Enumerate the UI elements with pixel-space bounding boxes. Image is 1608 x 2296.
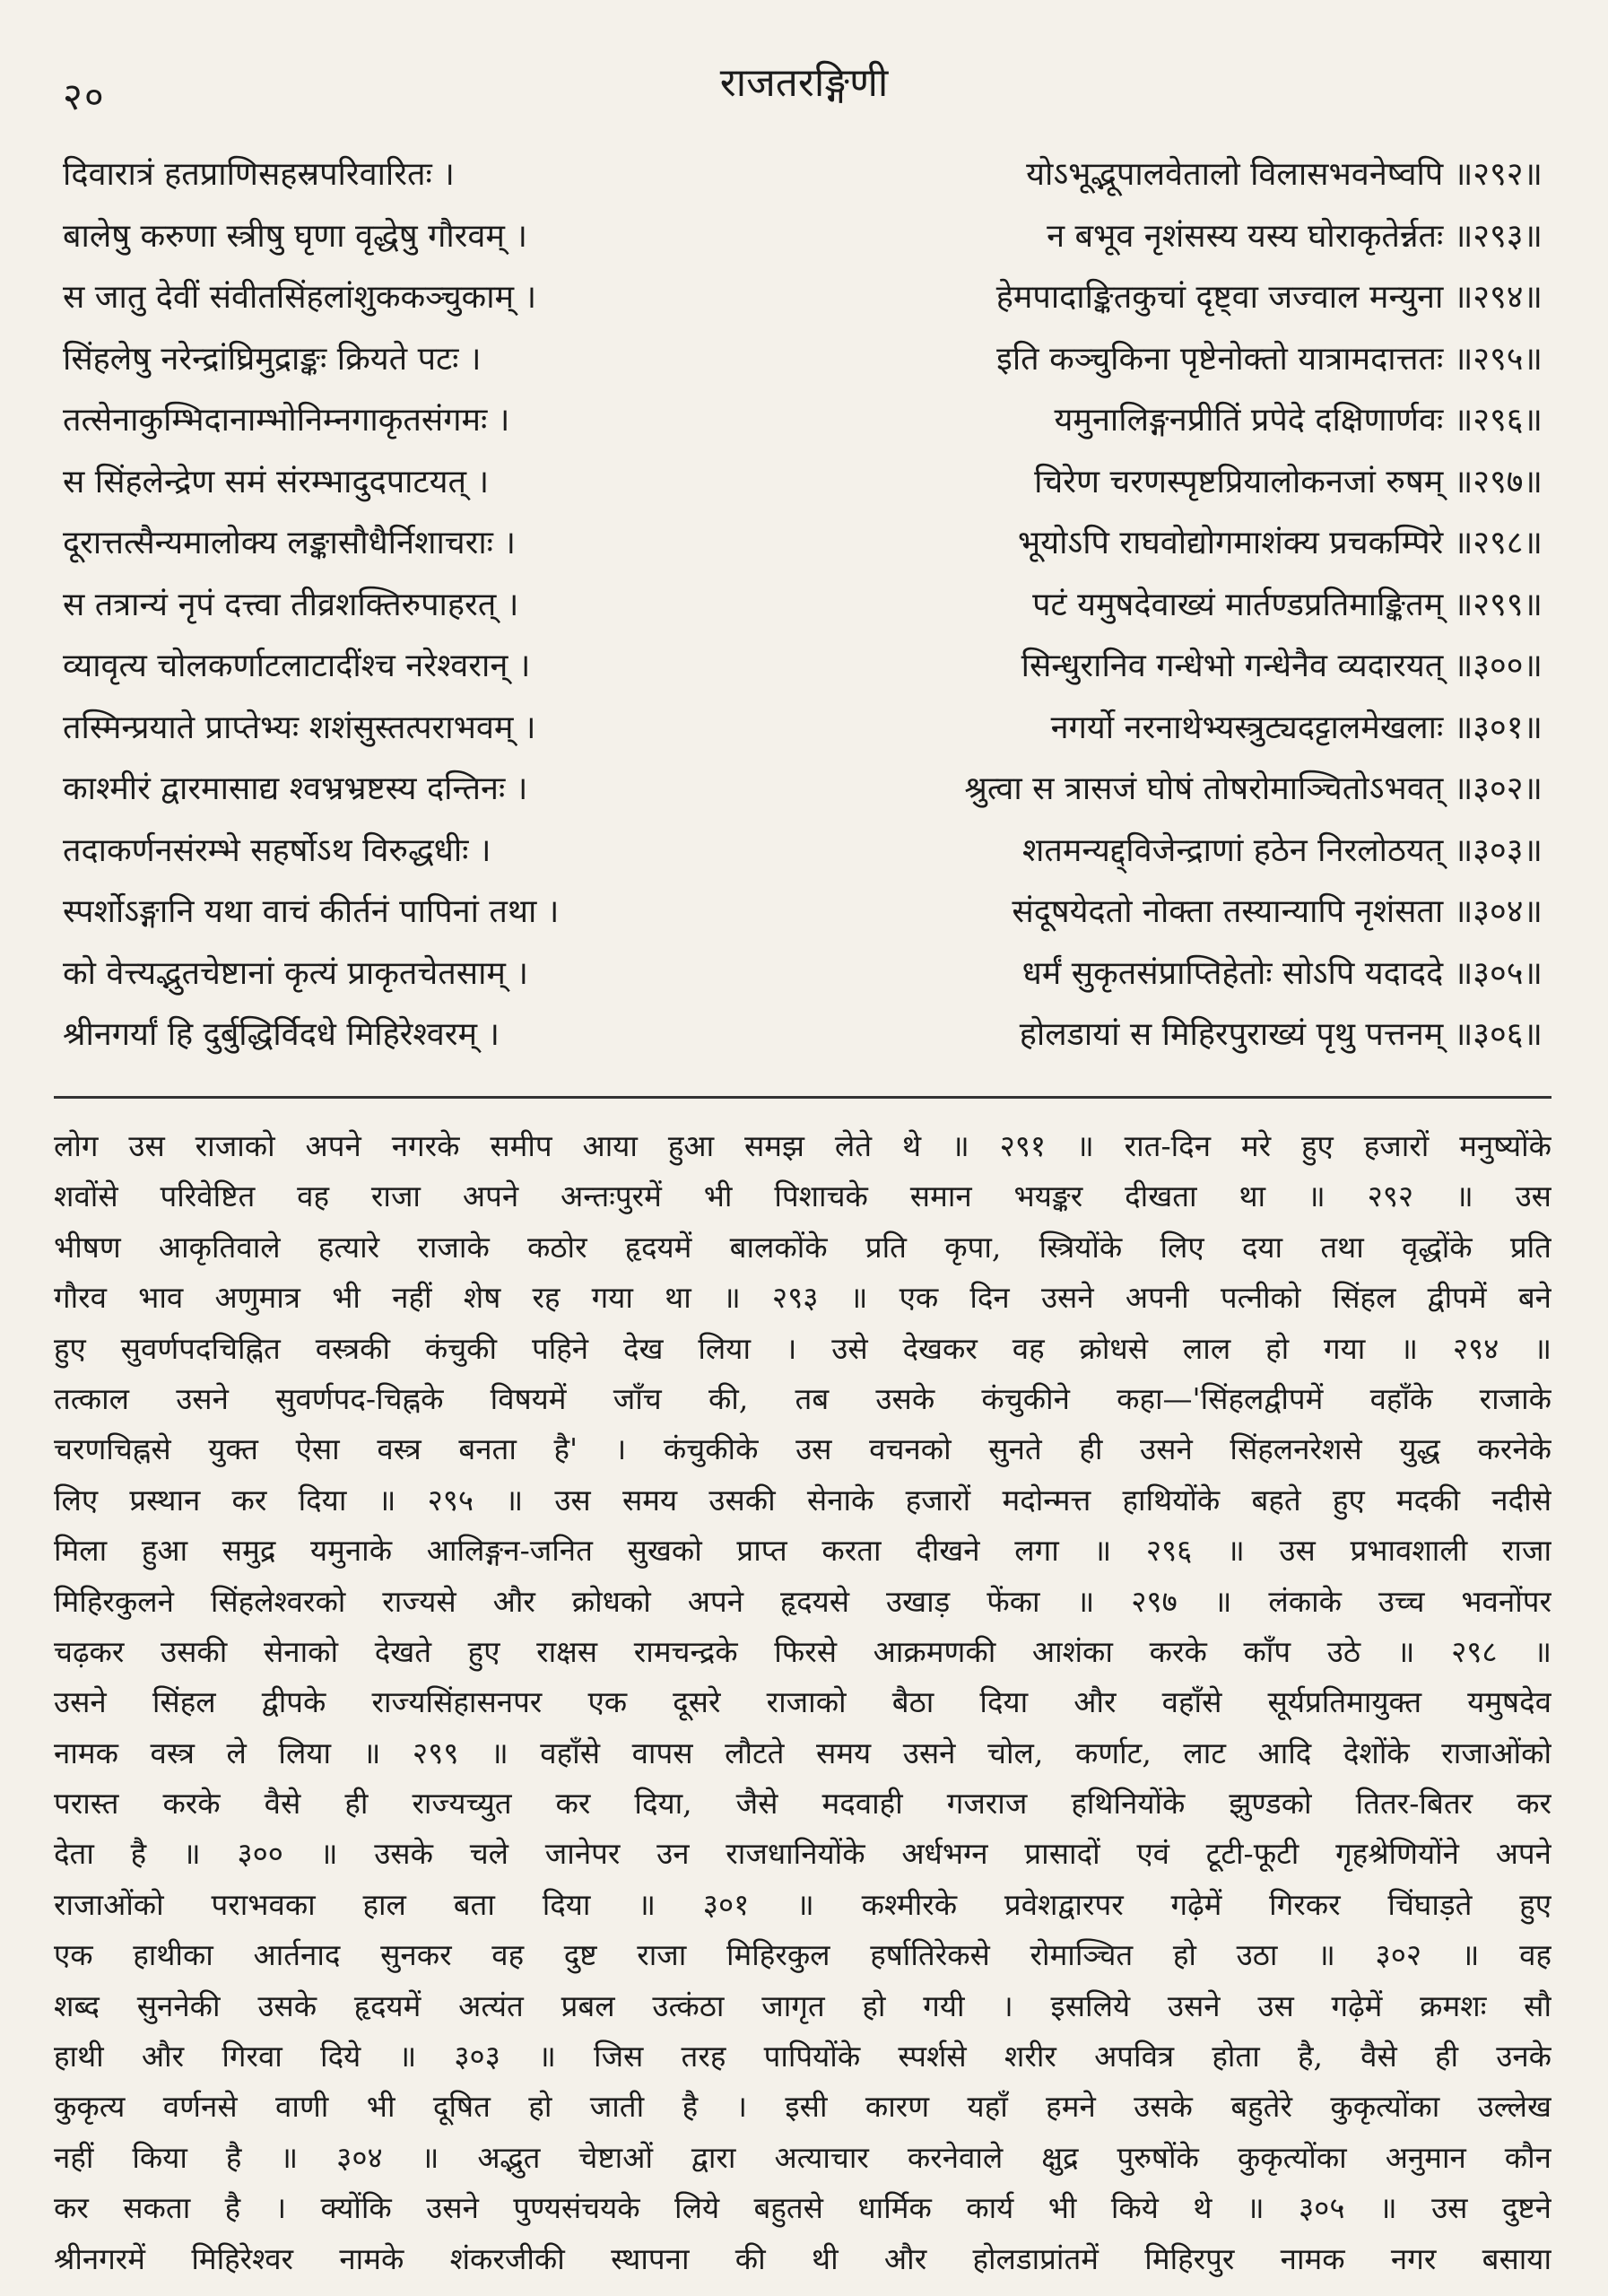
verse-second-half: हेमपादाङ्कितकुचां दृष्ट्वा जज्वाल मन्युना ॥२९४॥ [995,279,1543,316]
verse-second-half: यमुनालिङ्गनप्रीतिं प्रपेदे दक्षिणार्णवः ॥२९६॥ [1054,402,1543,439]
verse-second-half: होलडायां स मिहिरपुराख्यं पृथु पत्तनम् ॥३०६॥ [1019,1016,1543,1053]
commentary-line: भीषण आकृतिवाले हत्यारे राजाके कठोर हृदयमें बालकोंके प्रति कृपा, स्त्रियोंके लिए दया तथा वृद्धोंके प्रति [54,1229,1552,1265]
verse-line [63,396,1543,458]
verse-second-half: शतमन्यद्द्विजेन्द्राणां हठेन निरलोठयत् ॥३०३॥ [1021,831,1543,869]
verse-line [63,274,1543,335]
verse-first-half: स जातु देवीं संवीतसिंहलांशुककञ्चुकाम् । [63,279,537,316]
commentary-line: चरणचिह्नसे युक्त ऐसा वस्त्र बनता है' । कंचुकीके उस वचनको सुनते ही उसने सिंहलनरेशसे युद्ध करनेके [54,1431,1552,1467]
verse-second-half: न बभूव नृशंसस्य यस्य घोराकृतेर्न्नतः ॥२९३॥ [1047,217,1543,255]
commentary-line: तत्काल उसने सुवर्णपद-चिह्नके विषयमें जाँच की, तब उसके कंचुकीने कहा—'सिंहलद्वीपमें वहाँके राजाके [54,1380,1552,1416]
verse-line [63,827,1543,889]
verse-first-half: काश्मीरं द्वारमासाद्य श्वभ्रभ्रष्टस्य दन्तिनः । [63,770,528,807]
commentary-line: देता है ॥ ३०० ॥ उसके चले जानेपर उन राजधानियोंके अर्धभग्न प्रासादों एवं टूटी-फूटी गृहश्रेणियोंने अपने [54,1836,1552,1872]
verse-first-half: दिवारात्रं हतप्राणिसहस्रपरिवारितः । [63,156,455,193]
verse-first-half: तत्सेनाकुम्भिदानाम्भोनिम्नगाकृतसंगमः । [63,402,510,439]
verse-second-half: पटं यमुषदेवाख्यं मार्तण्डप्रतिमाङ्कितम् ॥२९९॥ [1032,586,1543,623]
verse-second-half: नगर्यो नरनाथेभ्यस्त्रुट्यदट्टालमेखलाः ॥३०१॥ [1050,709,1543,746]
verse-first-half: स्पर्शोऽङ्गानि यथा वाचं कीर्तनं पापिनां तथा । [63,893,560,930]
commentary-line: उसने सिंहल द्वीपके राज्यसिंहासनपर एक दूसरे राजाको बैठा दिया और वहाँसे सूर्यप्रतिमायुक्त यमुषदेव [54,1684,1552,1720]
verse-line [63,581,1543,643]
verse-line [63,1011,1543,1073]
verse-second-half: संदूषयेदतो नोक्ता तस्यान्यापि नृशंसता ॥३०४॥ [1012,893,1543,930]
verse-first-half: बालेषु करुणा स्त्रीषु घृणा वृद्धेषु गौरवम् । [63,217,528,255]
verse-first-half: स तत्रान्यं नृपं दत्त्वा तीव्रशक्तिरुपाहरत् । [63,586,519,623]
verse-second-half: चिरेण चरणस्पृष्टप्रियालोकनजां रुषम् ॥२९७॥ [1034,463,1543,500]
commentary-line: गौरव भाव अणुमात्र भी नहीं शेष रह गया था ॥ २९३ ॥ एक दिन उसने अपनी पत्नीको सिंहल द्वीपमें बने [54,1280,1552,1316]
verse-second-half: भूयोऽपि राघवोद्योगमाशंक्य प्रचकम्पिरे ॥२९८॥ [1017,525,1543,561]
commentary-line: कुकृत्य वर्णनसे वाणी भी दूषित हो जाती है । इसी कारण यहाँ हमने उसके बहुतेरे कुकृत्योंका उल्लेख [54,2089,1552,2125]
commentary-line: मिला हुआ समुद्र यमुनाके आलिङ्गन-जनित सुखको प्राप्त करता दीखने लगा ॥ २९६ ॥ उस प्रभावशाली राजा [54,1533,1552,1569]
verse-second-half: इति कञ्चुकिना पृष्टेनोक्तो यात्रामदात्ततः ॥२९५॥ [996,340,1543,378]
commentary-line: हाथी और गिरवा दिये ॥ ३०३ ॥ जिस तरह पापियोंके स्पर्शसे शरीर अपवित्र होता है, वैसे ही उनके [54,2039,1552,2074]
verse-block [63,151,1543,1073]
verse-second-half: धर्मं सुकृतसंप्राप्तिहेतोः सोऽपि यदाददे ॥३०५॥ [1021,954,1543,992]
commentary-line: नामक वस्त्र ले लिया ॥ २९९ ॥ वहाँसे वापस लौटते समय उसने चोल, कर्णाट, लाट आदि देशोंके राजाओंको [54,1735,1552,1770]
commentary-line: मिहिरकुलने सिंहलेश्वरको राज्यसे और क्रोधको अपने हृदयसे उखाड़ फेंका ॥ २९७ ॥ लंकाके उच्च भवनोंपर [54,1583,1552,1619]
commentary-block [54,1121,1552,2284]
verse-line [63,213,1543,274]
commentary-line: लोग उस राजाको अपने नगरके समीप आया हुआ समझ लेते थे ॥ २९१ ॥ रात-दिन मरे हुए हजारों मनुष्योंके [54,1128,1552,1163]
commentary-line: शब्द सुननेकी उसके हृदयमें अत्यंत प्रबल उत्कंठा जागृत हो गयी । इसलिये उसने उस गढ़ेमें क्रमशः सौ [54,1987,1552,2023]
verse-line [63,335,1543,397]
verse-first-half: को वेत्त्यद्भुतचेष्टानां कृत्यं प्राकृतचेतसाम् । [63,954,529,992]
verse-second-half: सिन्धुरानिव गन्धेभो गन्धेनैव व्यदारयत् ॥३००॥ [1021,648,1543,684]
commentary-line: श्रीनगरमें मिहिरेश्वर नामके शंकरजीकी स्थापना की थी और होलडाप्रांतमें मिहिरपुर नामक नगर बसाया [54,2240,1552,2276]
verse-second-half: योऽभूद्भूपालवेतालो विलासभवनेष्वपि ॥२९२॥ [1026,156,1543,193]
commentary-line: राजाओंको पराभवका हाल बता दिया ॥ ३०१ ॥ कश्मीरके प्रवेशद्वारपर गढ़ेमें गिरकर चिंघाड़ते हुए [54,1886,1552,1922]
verse-line [63,519,1543,581]
verse-first-half: दूरात्तत्सैन्यमालोक्य लङ्कासौधैर्निशाचराः । [63,525,517,561]
verse-line [63,704,1543,766]
verse-first-half: व्यावृत्य चोलकर्णाटलाटादींश्च नरेश्वरान् । [63,648,531,684]
verse-first-half: सिंहलेषु नरेन्द्रांघ्रिमुद्राङ्कः क्रियते पटः । [63,340,482,378]
verse-first-half: स सिंहलेन्द्रेण समं संरम्भादुदपाटयत् । [63,463,490,500]
commentary-line: एक हाथीका आर्तनाद सुनकर वह दुष्ट राजा मिहिरकुल हर्षातिरेकसे रोमाञ्चित हो उठा ॥ ३०२ ॥ वह [54,1937,1552,1973]
verse-first-half: तदाकर्णनसंरम्भे सहर्षोऽथ विरुद्धधीः । [63,831,491,869]
commentary-line: नहीं किया है ॥ ३०४ ॥ अद्भुत चेष्टाओं द्वारा अत्याचार करनेवाले क्षुद्र पुरुषोंके कुकृत्योंका अनुमान कौन [54,2139,1552,2175]
commentary-line: चढ़कर उसकी सेनाको देखते हुए राक्षस रामचन्द्रके फिरसे आक्रमणकी आशंका करके काँप उठे ॥ २९८ ॥ [54,1633,1552,1669]
verse-line [63,151,1543,213]
section-divider [54,1096,1552,1099]
running-title: राजतरङ्गिणी [719,60,889,106]
commentary-line: लिए प्रस्थान कर दिया ॥ २९५ ॥ उस समय उसकी सेनाके हजारों मदोन्मत्त हाथियोंके बहते हुए मदकी नदीसे [54,1482,1552,1518]
verse-line [63,888,1543,950]
commentary-line: कर सकता है । क्योंकि उसने पुण्यसंचयके लिये बहुतसे धार्मिक कार्य भी किये थे ॥ ३०५ ॥ उस दुष्टने [54,2190,1552,2226]
verse-line [63,765,1543,827]
commentary-line: हुए सुवर्णपदचिह्नित वस्त्रकी कंचुकी पहिने देख लिया । उसे देखकर वह क्रोधसे लाल हो गया ॥ २९४ ॥ [54,1330,1552,1366]
verse-first-half: तस्मिन्प्रयाते प्राप्तेभ्यः शशंसुस्तत्पराभवम् । [63,709,536,746]
page-number: २० [63,74,106,118]
commentary-line: परास्त करके वैसे ही राज्यच्युत कर दिया, जैसे मदवाही गजराज हथिनियोंके झुण्डको तितर-बितर कर [54,1786,1552,1822]
verse-first-half: श्रीनगर्यां हि दुर्बुद्धिर्विदधे मिहिरेश्वरम् । [63,1016,500,1053]
verse-line [63,458,1543,520]
verse-second-half: श्रुत्वा स त्रासजं घोषं तोषरोमाञ्चितोऽभवत् ॥३०२॥ [964,770,1543,807]
verse-line [63,642,1543,704]
verse-line [63,950,1543,1012]
commentary-line: शवोंसे परिवेष्टित वह राजा अपने अन्तःपुरमें भी पिशाचके समान भयङ्कर दीखता था ॥ २९२ ॥ उस [54,1178,1552,1214]
